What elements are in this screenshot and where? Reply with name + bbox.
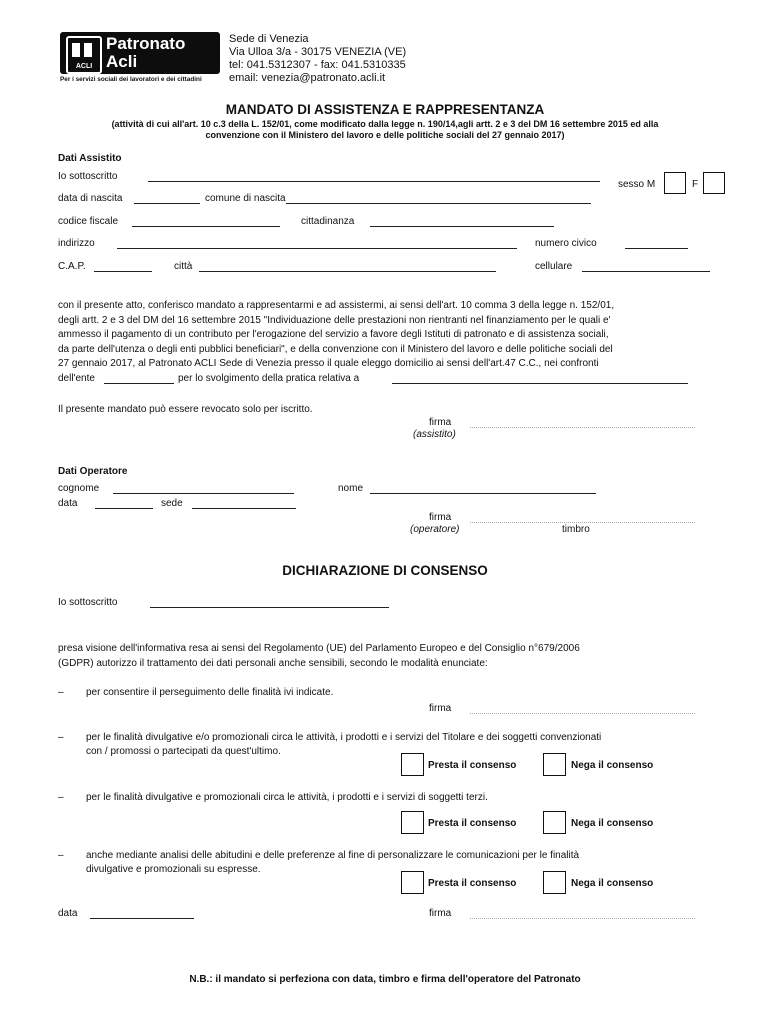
body-line-4: da parte dell'utenza o degli enti pubblici beneficiari", e della convenzione con il Ministero del lavoro e delle politiche sociali del xyxy=(58,344,613,355)
consenso-data-label: data xyxy=(58,908,78,919)
item-4-presta-checkbox[interactable] xyxy=(401,871,424,894)
ente-field[interactable] xyxy=(104,383,174,384)
footer-note: N.B.: il mandato si perfeziona con data, timbro e firma dell'operatore del Patronato xyxy=(189,974,581,985)
item-4-presta-label: Presta il consenso xyxy=(428,878,517,889)
cittadinanza-label: cittadinanza xyxy=(301,216,355,227)
citta-field[interactable] xyxy=(199,271,496,272)
body-line-2: degli artt. 2 e 3 del DM del 16 settembre 2015 "Individuazione delle prestazioni non rientranti nel finanziamento per le quali e' xyxy=(58,315,611,326)
codice-fiscale-field[interactable] xyxy=(132,226,280,227)
item-1-firma-field[interactable] xyxy=(470,713,695,714)
firma-assistito-field[interactable] xyxy=(470,427,695,428)
consenso-title: DICHIARAZIONE DI CONSENSO xyxy=(282,563,488,578)
section-dati-assistito: Dati Assistito xyxy=(58,153,122,164)
sesso-m-label: sesso M xyxy=(618,179,656,190)
item-2-text-1: per le finalità divulgative e/o promozionali circa le attività, i prodotti e i servizi del Titolare e dei soggetti convenzionati xyxy=(86,732,602,743)
item-4-nega-label: Nega il consenso xyxy=(571,878,654,889)
nome-field[interactable] xyxy=(370,493,596,494)
consenso-firma-field[interactable] xyxy=(470,918,695,919)
cap-label: C.A.P. xyxy=(58,261,86,272)
patronato-acli-logo xyxy=(60,32,222,88)
body-line-1: con il presente atto, conferisco mandato a rappresentarmi e ad assistermi, ai sensi dell'art. 10 comma 3 della legge n. 152/01, xyxy=(58,300,615,311)
firma-assistito-label: firma xyxy=(429,417,452,428)
sesso-f-checkbox[interactable] xyxy=(703,172,725,194)
item-2-nega-label: Nega il consenso xyxy=(571,760,654,771)
data-nascita-field[interactable] xyxy=(134,203,200,204)
cellulare-label: cellulare xyxy=(535,261,573,272)
consenso-intro-1: presa visione dell'informativa resa ai sensi del Regolamento (UE) del Parlamento Europeo e del Consiglio n°679/2006 xyxy=(58,643,580,654)
consenso-data-field[interactable] xyxy=(90,918,194,919)
item-4-nega-checkbox[interactable] xyxy=(543,871,566,894)
sede-field[interactable] xyxy=(192,508,296,509)
nome-label: nome xyxy=(338,483,364,494)
section-dati-operatore: Dati Operatore xyxy=(58,466,128,477)
emblem-text: ACLI xyxy=(75,63,93,70)
cittadinanza-field[interactable] xyxy=(370,226,554,227)
pratica-field[interactable] xyxy=(392,383,688,384)
office-phone: tel: 041.5312307 - fax: 041.5310335 xyxy=(229,59,406,71)
consenso-intro-2: (GDPR) autorizzo il trattamento dei dati personali anche sensibili, secondo le modalità enunciate: xyxy=(58,658,488,669)
item-3-nega-checkbox[interactable] xyxy=(543,811,566,834)
codice-fiscale-label: codice fiscale xyxy=(58,216,119,227)
item-3-presta-label: Presta il consenso xyxy=(428,818,517,829)
logo-name-line1: Patronato xyxy=(106,34,186,53)
timbro-label: timbro xyxy=(562,524,590,535)
consenso-sottoscritto-field[interactable] xyxy=(150,607,389,608)
firma-operatore-label: firma xyxy=(429,512,452,523)
cognome-field[interactable] xyxy=(113,493,294,494)
numero-civico-label: numero civico xyxy=(535,238,597,249)
cellulare-field[interactable] xyxy=(582,271,710,272)
item-2-nega-checkbox[interactable] xyxy=(543,753,566,776)
revocable-note: Il presente mandato può essere revocato solo per iscritto. xyxy=(58,404,313,415)
sottoscritto-field[interactable] xyxy=(148,181,600,182)
data-nascita-label: data di nascita xyxy=(58,193,123,204)
body-line-5: 27 gennaio 2017, al Patronato ACLI Sede di Venezia presso il quale eleggo domicilio ai sensi dell'art.47 C.C., nei confronti xyxy=(58,358,599,369)
item-2-dash: – xyxy=(58,732,64,743)
item-1-firma-label: firma xyxy=(429,703,452,714)
item-3-presta-checkbox[interactable] xyxy=(401,811,424,834)
firma-operatore-field[interactable] xyxy=(470,522,695,523)
mandate-subtitle-2: convenzione con il Ministero del lavoro e delle politiche sociali del 27 gennaio 2017) xyxy=(205,130,565,140)
sottoscritto-label: Io sottoscritto xyxy=(58,171,118,182)
item-1-text: per consentire il perseguimento delle finalità ivi indicate. xyxy=(86,687,334,698)
numero-civico-field[interactable] xyxy=(625,248,688,249)
sesso-m-checkbox[interactable] xyxy=(664,172,686,194)
comune-nascita-field[interactable] xyxy=(286,203,591,204)
indirizzo-field[interactable] xyxy=(117,248,517,249)
data-operatore-field[interactable] xyxy=(95,508,153,509)
logo-box xyxy=(60,32,220,74)
office-address: Via Ulloa 3/a - 30175 VENEZIA (VE) xyxy=(229,46,407,58)
item-3-dash: – xyxy=(58,792,64,803)
item-2-presta-checkbox[interactable] xyxy=(401,753,424,776)
cognome-label: cognome xyxy=(58,483,100,494)
logo-name-line2: Acli xyxy=(106,52,138,71)
item-1-dash: – xyxy=(58,687,64,698)
data-operatore-label: data xyxy=(58,498,78,509)
citta-label: città xyxy=(174,261,193,272)
comune-nascita-label: comune di nascita xyxy=(205,193,286,204)
body-line-6-pratica: per lo svolgimento della pratica relativa a xyxy=(178,373,360,384)
acli-emblem-icon xyxy=(66,36,102,74)
item-2-presta-label: Presta il consenso xyxy=(428,760,517,771)
consenso-sottoscritto-label: Io sottoscritto xyxy=(58,597,118,608)
cap-field[interactable] xyxy=(94,271,152,272)
office-email: email: venezia@patronato.acli.it xyxy=(229,72,386,84)
item-3-nega-label: Nega il consenso xyxy=(571,818,654,829)
logo-tagline: Per i servizi sociali dei lavoratori e dei cittadini xyxy=(60,76,202,83)
item-4-text-2: divulgative e promozionali su espresse. xyxy=(86,864,261,875)
office-name: Sede di Venezia xyxy=(229,33,309,45)
item-4-dash: – xyxy=(58,850,64,861)
sesso-f-label: F xyxy=(692,179,699,190)
sede-label: sede xyxy=(161,498,183,509)
consenso-firma-label: firma xyxy=(429,908,452,919)
item-3-text: per le finalità divulgative e promozionali circa le attività, i prodotti e i servizi di soggetti terzi. xyxy=(86,792,488,803)
mandate-subtitle-1: (attività di cui all'art. 10 c.3 della L. 152/01, come modificato dalla legge n. 190/14,agli artt. 2 e 3 del DM 16 settembre 2015 ed alla xyxy=(111,119,659,129)
item-2-text-2: con / promossi o partecipati da quest'ultimo. xyxy=(86,746,281,757)
indirizzo-label: indirizzo xyxy=(58,238,95,249)
body-line-3: ammesso il pagamento di un contributo per l'erogazione del servizio a favore degli Istituti di patronato e di assistenza sociali, xyxy=(58,329,609,340)
body-line-6-ente: dell'ente xyxy=(58,373,95,384)
mandate-title: MANDATO DI ASSISTENZA E RAPPRESENTANZA xyxy=(225,102,545,117)
operatore-caption: (operatore) xyxy=(410,524,460,535)
assistito-caption: (assistito) xyxy=(413,429,456,440)
item-4-text-1: anche mediante analisi delle abitudini e delle preferenze al fine di personalizzare le comunicazioni per le finalità xyxy=(86,850,580,861)
